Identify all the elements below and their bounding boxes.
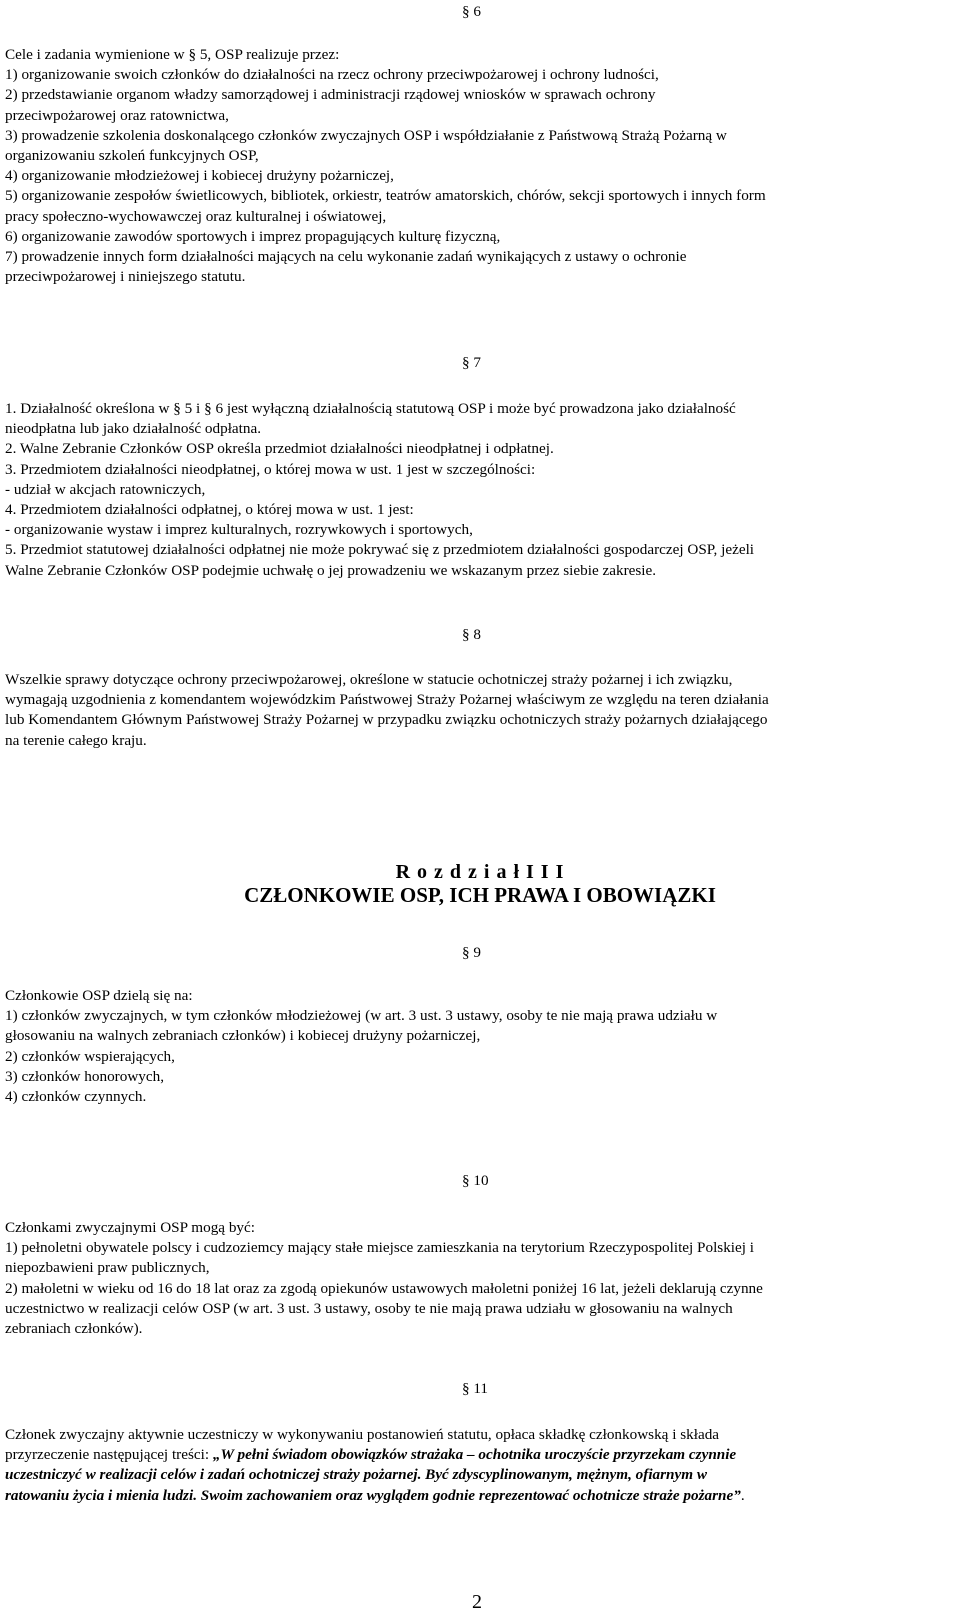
page-number: 2 xyxy=(472,1591,482,1613)
text-line: 4) organizowanie młodzieżowej i kobiecej drużyny pożarniczej, xyxy=(5,167,394,185)
text-line: uczestnictwo w realizacji celów OSP (w art. 3 ust. 3 ustawy, osoby te nie mają prawa udziału w głosowaniu na walnych xyxy=(5,1299,733,1317)
text-line: 2) małoletni w wieku od 16 do 18 lat oraz za zgodą opiekunów ustawowych małoletni poniżej 16 lat, jeżeli deklarują czynne xyxy=(5,1279,763,1297)
text-line: 2) przedstawianie organom władzy samorządowej i administracji rządowej wniosków w sprawach ochrony xyxy=(5,86,656,104)
section-7-heading: § 7 xyxy=(462,354,481,371)
text-line: 1) organizowanie swoich członków do działalności na rzecz ochrony przeciwpożarowej i ochrony ludności, xyxy=(5,66,659,84)
text-line: 1) członków zwyczajnych, w tym członków młodzieżowej (w art. 3 ust. 3 ustawy, osoby te nie mają prawa udziału w xyxy=(5,1007,718,1025)
text-line: 2. Walne Zebranie Członków OSP określa przedmiot działalności nieodpłatnej i odpłatnej. xyxy=(5,440,554,458)
text-line xyxy=(5,1445,953,1465)
text-line: organizowaniu szkoleń funkcyjnych OSP, xyxy=(5,147,259,165)
text-line xyxy=(5,1465,953,1485)
text-line: 1) pełnoletni obywatele polscy i cudzoziemcy mający stałe miejsce zamieszkania na terytorium Rzeczypospolitej Polskiej i xyxy=(5,1239,755,1257)
text-line: 5) organizowanie zespołów świetlicowych, bibliotek, orkiestr, teatrów amatorskich, chórów, sekcji sportowych i innych form xyxy=(5,187,766,205)
text-line xyxy=(5,1486,953,1506)
section-11-heading: § 11 xyxy=(462,1380,489,1397)
text-line: 4. Przedmiotem działalności odpłatnej, o której mowa w ust. 1 jest: xyxy=(5,501,414,519)
section-8-heading: § 8 xyxy=(462,626,481,643)
oath-end: . xyxy=(740,1486,745,1504)
text-line: lub Komendantem Głównym Państwowej Straży Pożarnej w przypadku związku ochotniczych straży pożarnych działającego xyxy=(5,711,768,729)
section-11-body xyxy=(5,1425,953,1506)
text-line: Walne Zebranie Członków OSP podejmie uchwałę o jej prowadzeniu we wskazanym przez siebie zakresie. xyxy=(5,561,657,579)
text-line: nieodpłatna lub jako działalność odpłatna. xyxy=(5,420,261,438)
text-line: 5. Przedmiot statutowej działalności odpłatnej nie może pokrywać się z przedmiotem działalności gospodarczej OSP, jeżeli xyxy=(5,541,755,559)
oath-intro: przyrzeczenie następującej treści: xyxy=(5,1446,213,1464)
section-6-heading: § 6 xyxy=(462,3,481,20)
section-10-body xyxy=(5,1218,953,1339)
text-line: Cele i zadania wymienione w § 5, OSP realizuje przez: xyxy=(5,46,340,63)
section-9-body xyxy=(5,986,953,1107)
text-line: 1. Działalność określona w § 5 i § 6 jest wyłączną działalnością statutową OSP i może być prowadzona jako działalność xyxy=(5,400,736,417)
section-8-body xyxy=(5,670,953,751)
text-line: wymagają uzgodnienia z komendantem wojewódzkim Państwowej Straży Pożarnej właściwym ze względu na teren działania xyxy=(5,691,769,709)
oath-text: uczestniczyć w realizacji celów i zadań ochotniczej straży pożarnej. Być zdyscyplinowanym, mężnym, ofiarnym w xyxy=(5,1466,707,1484)
text-line: pracy społeczno-wychowawczej oraz kulturalnej i oświatowej, xyxy=(5,207,387,225)
section-9-heading: § 9 xyxy=(462,944,481,961)
chapter-subtitle: CZŁONKOWIE OSP, ICH PRAWA I OBOWIĄZKI xyxy=(244,883,716,907)
text-line: przeciwpożarowej oraz ratownictwa, xyxy=(5,106,229,124)
text-line: niepozbawieni praw publicznych, xyxy=(5,1259,210,1277)
text-line: 3. Przedmiotem działalności nieodpłatnej, o której mowa w ust. 1 jest w szczególności: xyxy=(5,460,536,478)
text-line: Członek zwyczajny aktywnie uczestniczy w wykonywaniu postanowień statutu, opłaca składkę członkowską i składa xyxy=(5,1426,720,1443)
section-6-body xyxy=(5,45,953,287)
text-line: 3) prowadzenie szkolenia doskonalącego członków zwyczajnych OSP i współdziałanie z Państwową Strażą Pożarną w xyxy=(5,126,727,144)
text-line: na terenie całego kraju. xyxy=(5,731,147,749)
section-7-body xyxy=(5,399,953,581)
text-line: - udział w akcjach ratowniczych, xyxy=(5,480,206,498)
oath-text: „W pełni świadom obowiązków strażaka – ochotnika uroczyście przyrzekam czynnie xyxy=(212,1446,737,1464)
chapter-title: R o z d z i a ł I I I xyxy=(395,861,565,883)
text-line: przeciwpożarowej i niniejszego statutu. xyxy=(5,268,246,286)
text-line: Wszelkie sprawy dotyczące ochrony przeciwpożarowej, określone w statucie ochotniczej straży pożarnej i ich związku, xyxy=(5,671,733,688)
text-line: - organizowanie wystaw i imprez kulturalnych, rozrywkowych i sportowych, xyxy=(5,521,473,539)
text-line: zebraniach członków). xyxy=(5,1320,143,1338)
text-line: Członkowie OSP dzielą się na: xyxy=(5,987,193,1004)
text-line: 4) członków czynnych. xyxy=(5,1088,147,1106)
text-line: głosowaniu na walnych zebraniach członków) i kobiecej drużyny pożarniczej, xyxy=(5,1027,481,1045)
text-line: 3) członków honorowych, xyxy=(5,1067,165,1085)
text-line: 6) organizowanie zawodów sportowych i imprez propagujących kulturę fizyczną, xyxy=(5,227,501,245)
text-line: 7) prowadzenie innych form działalności mających na celu wykonanie zadań wynikających z ustawy o ochronie xyxy=(5,248,687,266)
text-line: 2) członków wspierających, xyxy=(5,1047,175,1065)
oath-text: ratowaniu życia i mienia ludzi. Swoim zachowaniem oraz wyglądem godnie reprezentować ochotnicze straże pożarne” xyxy=(5,1486,741,1504)
text-line: Członkami zwyczajnymi OSP mogą być: xyxy=(5,1219,255,1236)
section-10-heading: § 10 xyxy=(462,1172,489,1189)
